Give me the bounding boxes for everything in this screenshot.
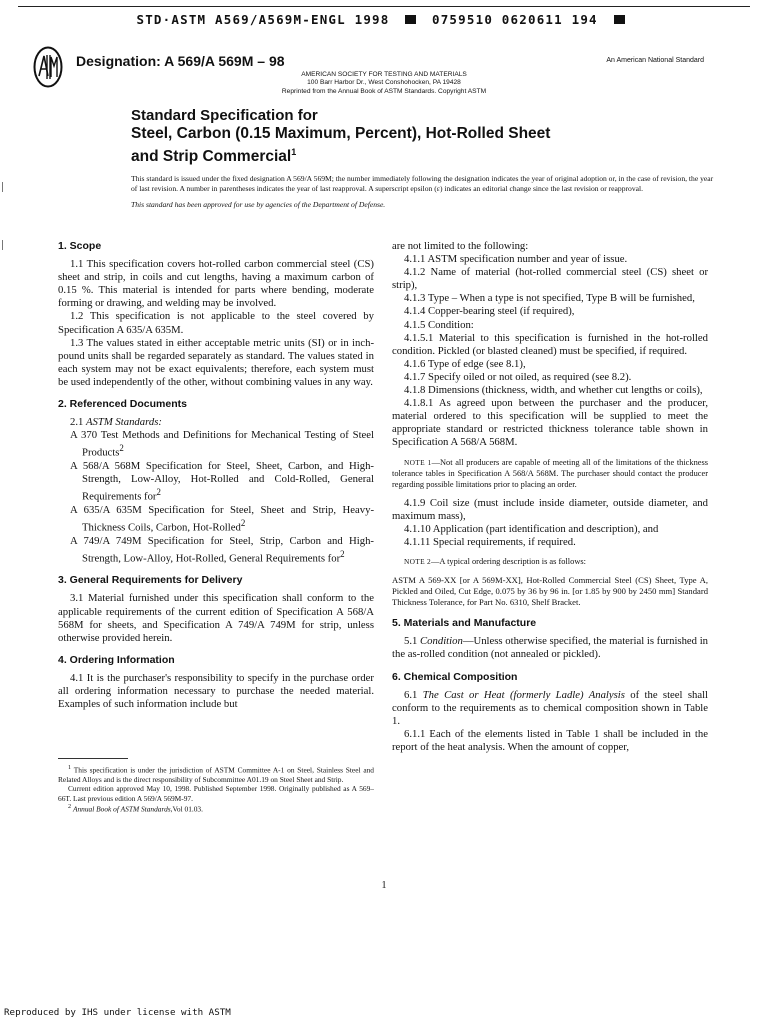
right-column [392, 240, 708, 754]
item-4-1-2: 4.1.2 Name of material (hot-rolled commercial steel (CS) sheet or strip), [392, 266, 708, 292]
paragraph-number: 6.1 [404, 688, 418, 701]
item-4-1-5-1: 4.1.5.1 Material to this specification is furnished in the hot-rolled condition. Pickled (or blasted cleaned) must be specified, if required. [392, 331, 708, 357]
reference-a635 [58, 504, 374, 535]
society-block [0, 71, 768, 96]
footnote-number: 2 [68, 804, 72, 811]
item-4-1-8-1: 4.1.8.1 As agreed upon between the purchaser and the producer, material ordered to this specification will be supplied to meet the appropriate standard or restricted thickness tolerance table shown in Specification A 568/A 568M. [392, 397, 708, 449]
paragraph-1-1: 1.1 This specification covers hot-rolled carbon commercial steel (CS) sheet and strip, in coils and cut lengths, having a maximum carbon of 0.15 %. This material is intended for parts where bending, moderate forming or drawing, and welding may be involved. [58, 258, 374, 310]
paragraph-1-3: 1.3 The values stated in either acceptable metric units (SI) or in inch-pound units shall be regarded separately as standard. The values stated in each system may not be exact equivalents; therefore, each system must be used independently of the other, without combining values in any way. [58, 336, 374, 388]
item-4-1-11: 4.1.11 Special requirements, if required. [404, 536, 576, 549]
title-footnote-mark: 1 [291, 147, 297, 157]
paragraph-3-1: 3.1 Material furnished under this specification shall conform to the applicable requirements of the current edition of Specification A 568/A 568M for sheets, and Specification A 749/A 749M for strip, unless otherwise provided herein. [58, 592, 374, 644]
paragraph-4-1-continued: are not limited to the following: [392, 240, 529, 252]
note-label: NOTE 1 [404, 457, 432, 467]
item-4-1-6: 4.1.6 Type of edge (see 8.1), [404, 357, 526, 370]
title-line-1: Standard Specification for [131, 107, 318, 124]
footnote-mark: 2 [156, 487, 161, 498]
paragraph-6-1 [392, 689, 708, 728]
footnote-mark: 2 [340, 548, 345, 559]
reproduction-notice: Reproduced by IHS under license with ASTM [4, 1007, 231, 1018]
barcode-block [614, 15, 625, 24]
paragraph-number: 2.1 [70, 416, 84, 429]
barcode-block [405, 15, 416, 24]
left-column [58, 240, 374, 711]
footnote-2-title: Annual Book of ASTM Standards, [72, 804, 173, 814]
paragraph-2-1 [58, 416, 374, 429]
section-ordering-information-heading: 4. Ordering Information [58, 653, 175, 666]
document-serial-suffix: 194 [571, 12, 598, 27]
title-line-3 [131, 143, 550, 166]
society-name: AMERICAN SOCIETY FOR TESTING AND MATERIALS [301, 71, 467, 78]
item-4-1-4: 4.1.4 Copper-bearing steel (if required), [404, 305, 575, 318]
reference-text: A 749/A 749M Specification for Steel, Strip, Carbon and High-Strength, Low-Alloy, Hot-Rolled, General Requirements for [70, 534, 374, 565]
reprint-note: Reprinted from the Annual Book of ASTM Standards. Copyright ASTM [281, 87, 487, 95]
note-2-text: —A typical ordering description is as follows: [431, 557, 586, 567]
issuance-note [131, 174, 716, 210]
reference-a370 [58, 429, 374, 460]
footnote-2-volume: Vol 01.03. [172, 804, 203, 814]
reference-text: A 370 Test Methods and Definitions for Mechanical Testing of Steel Products [70, 429, 374, 459]
section-referenced-documents-heading: 2. Referenced Documents [58, 398, 187, 411]
page-number: 1 [381, 880, 387, 891]
document-code-header [0, 12, 768, 27]
footnote-rule [58, 758, 128, 759]
society-address: 100 Barr Harbor Dr., West Conshohocken, PA 19428 [307, 79, 461, 87]
condition-label: Condition [420, 635, 463, 648]
paragraph-number: 5.1 [404, 635, 418, 648]
reference-a749 [58, 535, 374, 566]
designation: Designation: A 569/A 569M – 98 [76, 53, 285, 69]
footnote-current-edition: Current edition approved May 10, 1998. Published September 1998. Originally published as A 569–66T. Last previous edition A 569/A 569M-97. [58, 784, 374, 803]
item-4-1-1: 4.1.1 ASTM specification number and year of issue. [404, 253, 628, 266]
document-code: STD·ASTM A569/A569M-ENGL 1998 [136, 12, 390, 27]
footnote-number: 1 [68, 765, 72, 771]
section-general-requirements-heading: 3. General Requirements for Delivery [58, 574, 243, 587]
footnotes [58, 764, 374, 814]
item-4-1-5: 4.1.5 Condition: [404, 318, 474, 331]
item-4-1-10: 4.1.10 Application (part identification and description), and [404, 523, 659, 536]
reference-text: A 568/A 568M Specification for Steel, Sheet, Carbon, and High-Strength, Low-Alloy, Hot-Rolled and Cold-Rolled, General Requirements for [70, 459, 374, 503]
ordering-example: ASTM A 569-XX [or A 569M-XX], Hot-Rolled Commercial Steel (CS) Sheet, Type A, Pickled and Oiled, Cut Edge, 0.075 by 36 by 96 in. [or 1.85 by 900 by 2450 mm] Standard Thickness Tolerance, for Part No. 6310, Shelf Bracket. [392, 574, 708, 608]
note-2 [392, 556, 708, 567]
footnote-mark: 2 [240, 517, 246, 528]
paragraph-6-1-text: of the steel shall conform to the requirements as to chemical composition shown in Table 1. [392, 688, 709, 727]
paragraph-5-1 [392, 635, 708, 661]
footnote-1-text: This specification is under the jurisdiction of ASTM Committee A-1 on Steel, Stainless Steel and Related Alloys and is the direct responsibility of Subcommittee A01.19 on Steel Sheet and Strip. [58, 765, 374, 784]
paragraph-6-1-1: 6.1.1 Each of the elements listed in Table 1 shall be included in the report of the heat analysis. When the amount of copper, [392, 727, 708, 754]
dod-approval: This standard has been approved for use by agencies of the Department of Defense. [131, 199, 386, 209]
reference-a568 [58, 460, 374, 504]
scan-edge-mark [2, 182, 3, 192]
section-materials-heading: 5. Materials and Manufacture [392, 617, 537, 630]
heat-analysis-label: The Cast or Heat (formerly Ladle) Analysis [422, 688, 625, 701]
note-label: NOTE 2 [404, 557, 432, 567]
note-1 [392, 457, 708, 491]
item-4-1-7: 4.1.7 Specify oiled or not oiled, as required (see 8.2). [404, 370, 632, 383]
section-scope-heading: 1. Scope [58, 240, 102, 252]
scan-edge-mark [2, 240, 3, 250]
section-chemical-composition-heading: 6. Chemical Composition [392, 670, 518, 683]
astm-standards-label: ASTM Standards: [86, 416, 162, 429]
document-title [131, 107, 550, 166]
title-line-2: Steel, Carbon (0.15 Maximum, Percent), Hot-Rolled Sheet [131, 125, 551, 142]
document-serial: 0759510 0620611 [431, 12, 563, 27]
footnote-1 [58, 764, 374, 784]
reference-text: A 635/A 635M Specification for Steel, Sheet and Strip, Heavy-Thickness Coils, Carbon, Hot-Rolled [70, 503, 374, 534]
footnote-mark: 2 [119, 443, 124, 454]
item-4-1-9: 4.1.9 Coil size (must include inside diameter, outside diameter, and maximum mass), [392, 497, 708, 523]
american-national-standard-label: An American National Standard [606, 57, 704, 64]
paragraph-5-1-text: —Unless otherwise specified, the material is furnished in the as-rolled condition (not annealed or pickled). [392, 635, 709, 661]
note-1-text: —Not all producers are capable of meeting all of the limitations of the thickness tolerance tables in Specification A 568/A 568M. The purchaser should contact the producer regarding possible limitations prior to placing an order. [392, 457, 708, 489]
paragraph-4-1: 4.1 It is the purchaser's responsibility to specify in the purchase order all ordering information necessary to purchase the needed material. Examples of such information include but [58, 671, 374, 711]
item-4-1-8: 4.1.8 Dimensions (thickness, width, and whether cut lengths or coils), [404, 384, 703, 397]
header-rule [18, 6, 750, 7]
issuance-text: This standard is issued under the fixed designation A 569/A 569M; the number immediately following the designation indicates the year of original adoption or, in the case of revision, the year of last revision. A number in parentheses indicates the year of last reapproval. A superscript epsilon (ε) indicates an editorial change since the last revision or reapproval. [131, 174, 714, 194]
paragraph-1-2: 1.2 This specification is not applicable to the steel covered by Specification A 635/A 635M. [58, 310, 374, 336]
footnote-2 [58, 803, 374, 814]
item-4-1-3: 4.1.3 Type – When a type is not specified, Type B will be furnished, [404, 292, 695, 305]
title-line-3-text: and Strip Commercial [131, 148, 292, 166]
